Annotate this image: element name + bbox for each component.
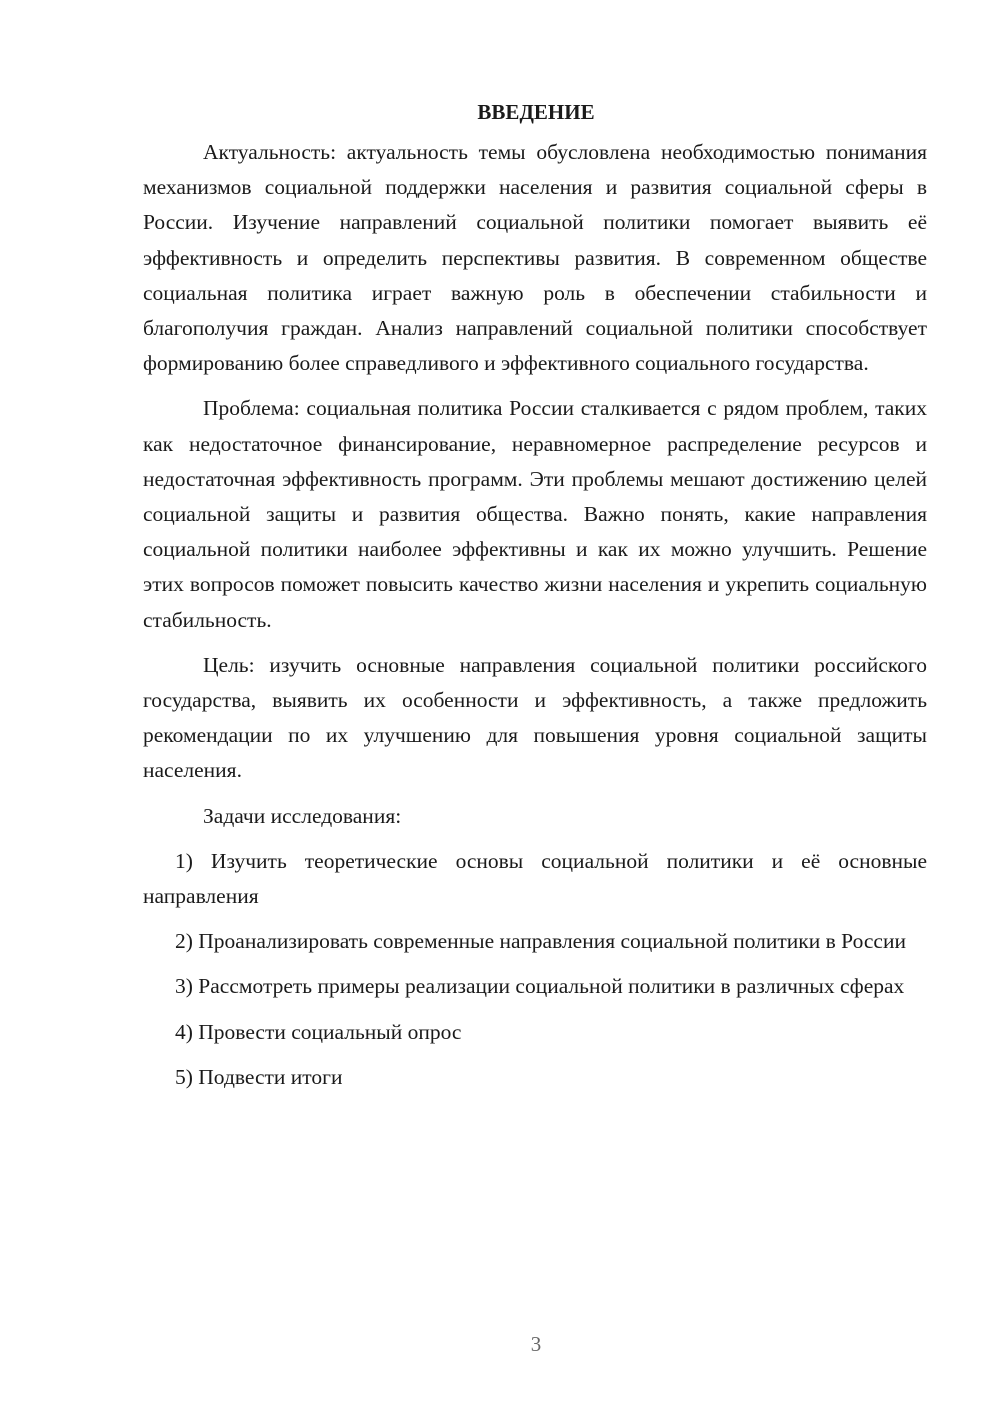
section-title: ВВЕДЕНИЕ <box>477 100 595 124</box>
task-item-5: 5) Подвести итоги <box>175 1064 343 1089</box>
page-number: 3 <box>530 1332 542 1356</box>
paragraph-goal: Цель: изучить основные направления социальной политики российского государства, выявить их особенности и эффективность, а также предложить рекомендации по их улучшению для повышения уровня социальной защиты населения. <box>143 652 927 783</box>
task-item-2: 2) Проанализировать современные направления социальной политики в России <box>175 929 906 954</box>
document-page <box>143 95 927 1105</box>
paragraph-problem: Проблема: социальная политика России сталкивается с рядом проблем, таких как недостаточное финансирование, неравномерное распределение ресурсов и недостаточная эффективность программ. Эти проблемы мешают достижению целей социальной защиты и развития общества. Важно понять, какие направления социальной политики наиболее эффективны и как их можно улучшить. Решение этих вопросов поможет повысить качество жизни населения и укрепить социальную стабильность. <box>143 396 927 632</box>
task-item-1: 1) Изучить теоретические основы социальной политики и её основные направления <box>143 848 927 909</box>
paragraph-relevance: Актуальность: актуальность темы обусловлена необходимостью понимания механизмов социальной поддержки населения и развития социальной сферы в России. Изучение направлений социальной политики помогает выявить её эффективность и определить перспективы развития. В современном обществе социальная политика играет важную роль в обеспечении стабильности и благополучия граждан. Анализ направлений социальной политики способствует формированию более справедливого и эффективного социального государства. <box>143 140 927 376</box>
tasks-heading: Задачи исследования: <box>203 803 402 828</box>
task-item-4: 4) Провести социальный опрос <box>175 1019 462 1044</box>
task-item-3: 3) Рассмотреть примеры реализации социальной политики в различных сферах <box>175 974 905 999</box>
